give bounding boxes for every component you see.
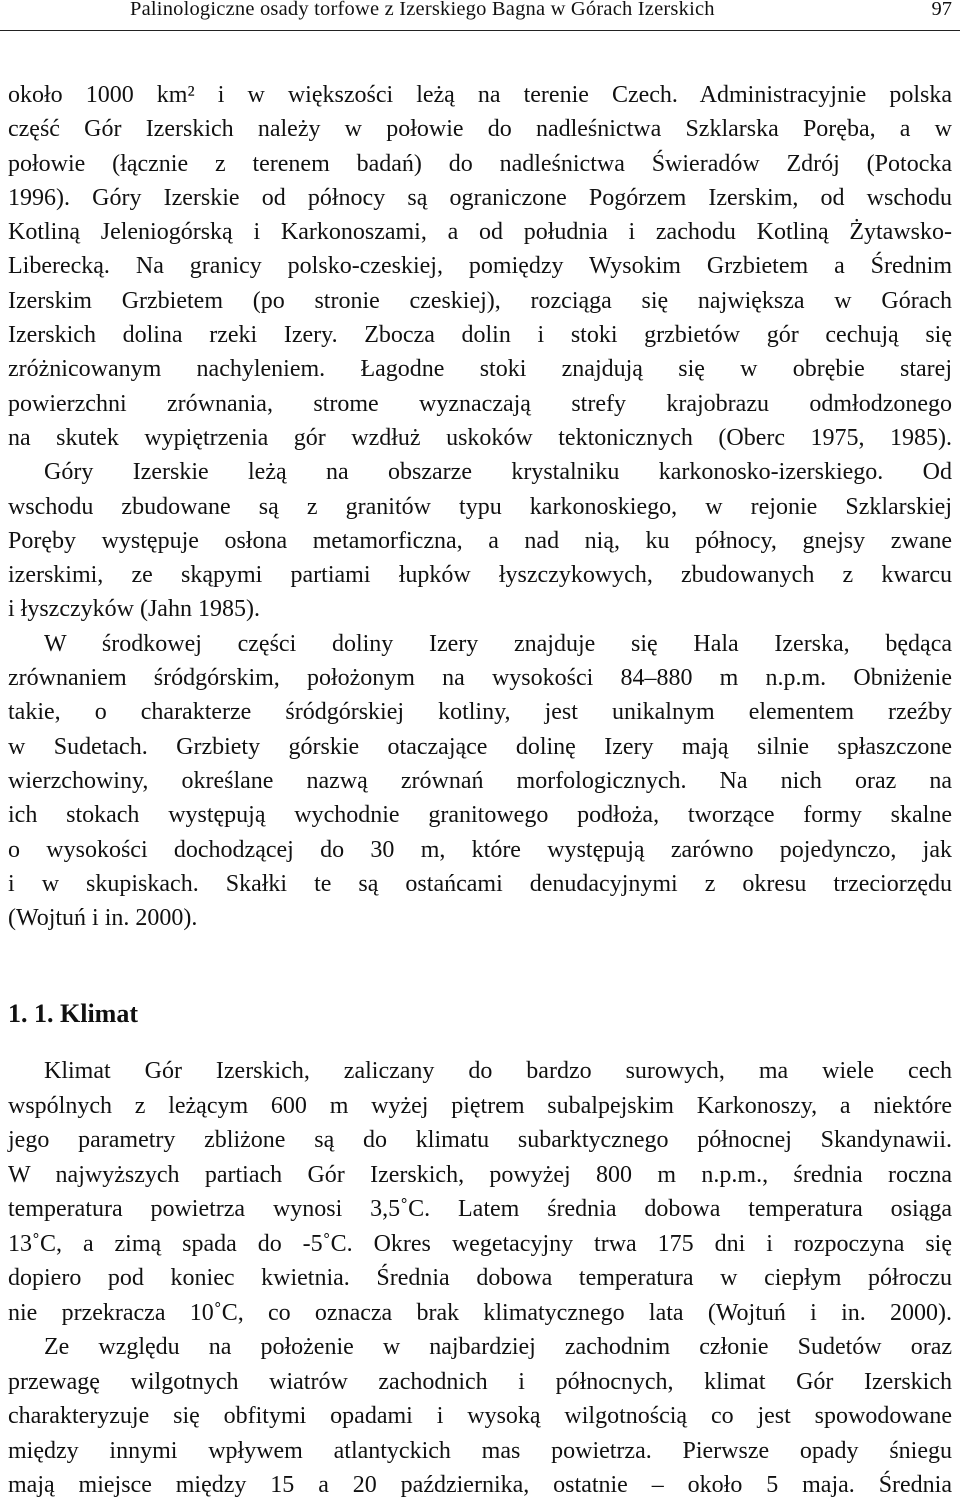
text-line: W najwyższych partiach Gór Izerskich, powyżej 800 m n.p.m., średnia roczna: [8, 1161, 952, 1188]
text-line: Izerskich dolina rzeki Izery. Zbocza dolin i stoki grzbietów gór cechują się: [8, 322, 952, 349]
text-line: w Sudetach. Grzbiety górskie otaczające dolinę Izery mają silnie spłaszczone: [8, 733, 952, 760]
text-line: między innymi wpływem atlantyckich mas powietrza. Pierwsze opady śniegu: [8, 1437, 952, 1464]
text-line: 13˚C, a zimą spada do -5˚C. Okres wegetacyjny trwa 175 dni i rozpoczyna się: [8, 1230, 952, 1257]
text-line: dopiero pod koniec kwietnia. Średnia dobowa temperatura w ciepłym półroczu: [8, 1265, 952, 1291]
text-line: około 1000 km² i w większości leżą na terenie Czech. Administracyjnie polska: [8, 82, 952, 108]
text-line: zróżnicowanym nachyleniem. Łagodne stoki znajdują się w obrębie starej: [8, 356, 952, 383]
text-line: nie przekracza 10˚C, co oznacza brak klimatycznego lata (Wojtuń i in. 2000).: [8, 1299, 952, 1326]
text-line: jego parametry zbliżone są do klimatu subarktycznego północnej Skandynawii.: [8, 1127, 952, 1153]
text-line: przewagę wilgotnych wiatrów zachodnich i północnych, klimat Gór Izerskich: [8, 1368, 952, 1395]
text-line: (Wojtuń i in. 2000).: [8, 905, 198, 932]
text-line: Izerskim Grzbietem (po stronie czeskiej), rozciąga się największa w Górach: [8, 287, 952, 314]
text-line: wspólnych z leżącym 600 m wyżej piętrem subalpejskim Karkonoszy, a niektóre: [8, 1092, 952, 1119]
text-line: Klimat Gór Izerskich, zaliczany do bardzo surowych, ma wiele cech: [44, 1058, 952, 1084]
text-line: charakteryzuje się obfitymi opadami i wysoką wilgotnością co jest spowodowane: [8, 1403, 952, 1429]
text-line: część Gór Izerskich należy w połowie do nadleśnictwa Szklarska Poręba, a w: [8, 116, 952, 143]
section-heading: 1. 1. Klimat: [8, 999, 138, 1028]
text-line: W środkowej części doliny Izery znajduje się Hala Izerska, będąca: [44, 630, 952, 657]
text-line: Liberecką. Na granicy polsko-czeskiej, pomiędzy Wysokim Grzbietem a Średnim: [8, 253, 952, 280]
text-line: Kotliną Jeleniogórską i Karkonoszami, a od południa i zachodu Kotliną Żytawsko-: [8, 219, 952, 246]
text-line: mają miejsce między 15 a 20 października, ostatnie – około 5 maja. Średnia: [8, 1472, 952, 1498]
text-line: Poręby występuje osłona metamorficzna, a nad nią, ku północy, gnejsy zwane: [8, 527, 952, 554]
text-line: Ze względu na położenie w najbardziej zachodnim członie Sudetów oraz: [44, 1334, 952, 1360]
text-line: i łyszczyków (Jahn 1985).: [8, 596, 260, 623]
section-heading-block: [8, 994, 952, 1034]
text-line: ich stokach występują wychodnie granitowego podłoża, tworzące formy skalne: [8, 802, 952, 829]
text-line: takie, o charakterze śródgórskiej kotliny, jest unikalnym elementem rzeźby: [8, 699, 952, 726]
text-line: temperatura powietrza wynosi 3,5˚C. Latem średnia dobowa temperatura osiąga: [8, 1196, 952, 1222]
text-line: o wysokości dochodzącej do 30 m, które występują zarówno pojedynczo, jak: [8, 836, 952, 863]
text-line: izerskimi, ze skąpymi partiami łupków łyszczykowych, zbudowanych z kwarcu: [8, 562, 952, 589]
text-line: na skutek wypiętrzenia gór wzdłuż uskoków tektonicznych (Oberc 1975, 1985).: [8, 424, 952, 451]
page-number: 97: [931, 0, 952, 20]
text-line: 1996). Góry Izerskie od północy są ograniczone Pogórzem Izerskim, od wschodu: [8, 184, 952, 211]
text-line: Góry Izerskie leżą na obszarze krystalniku karkonosko-izerskiego. Od: [44, 459, 952, 486]
text-line: wierzchowiny, określane nazwą zrównań morfologicznych. Na nich oraz na: [8, 767, 952, 794]
text-line: połowie (łącznie z terenem badań) do nadleśnictwa Świeradów Zdrój (Potocka: [8, 150, 952, 177]
text-line: i w skupiskach. Skałki te są ostańcami denudacyjnymi z okresu trzeciorzędu: [8, 870, 952, 897]
text-line: powierzchni zrównania, strome wyznaczają strefy krajobrazu odmłodzonego: [8, 390, 952, 417]
running-title: Palinologiczne osady torfowe z Izerskiego Bagna w Górach Izerskich: [130, 0, 715, 20]
text-line: wschodu zbudowane są z granitów typu karkonoskiego, w rejonie Szklarskiej: [8, 493, 952, 520]
running-header: [0, 0, 960, 31]
body-text-section-1: [8, 78, 952, 935]
text-line: zrównaniem śródgórskim, położonym na wysokości 84–880 m n.p.m. Obniżenie: [8, 665, 952, 692]
body-text-section-2: [8, 1054, 952, 1503]
